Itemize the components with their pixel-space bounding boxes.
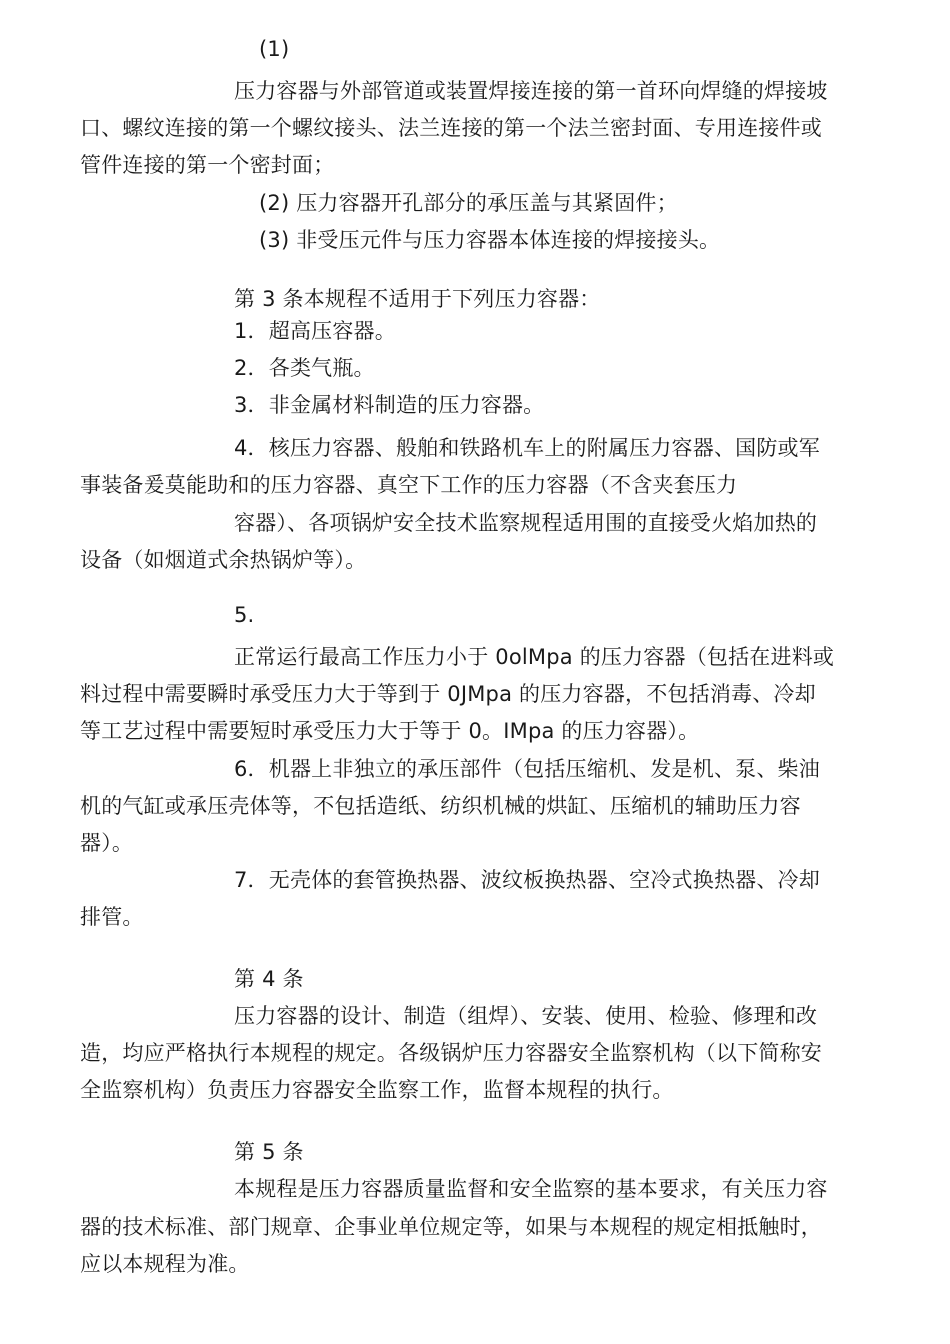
paragraph-line: 压力容器的设计、制造（组焊）、安装、使用、检验、修理和改 bbox=[234, 1004, 818, 1028]
paragraph-line: 排管。 bbox=[80, 905, 144, 929]
paragraph-line: 口、螺纹连接的第一个螺纹接头、法兰连接的第一个法兰密封面、专用连接件或 bbox=[80, 116, 822, 140]
paragraph-line: 设备（如烟道式余热锅炉等）。 bbox=[80, 548, 367, 572]
paragraph-line: 器的技术标准、部门规章、企事业单位规定等，如果与本规程的规定相抵触时， bbox=[80, 1215, 822, 1239]
paragraph-line: 正常运行最高工作压力小于 0olMpa 的压力容器（包括在进料或 bbox=[234, 645, 835, 669]
list-item-2: (2) 压力容器开孔部分的承压盖与其紧固件； bbox=[259, 191, 678, 215]
paragraph-line: 等工艺过程中需要短时承受压力大于等于 0。IMpa 的压力容器）。 bbox=[80, 719, 700, 743]
paragraph-line: 机的气缸或承压壳体等，不包括造纸、纺织机械的烘缸、压缩机的辅助压力容 bbox=[80, 794, 801, 818]
item-marker-1: (1) bbox=[259, 37, 290, 61]
paragraph-line: 事装备爰莫能助和的压力容器、真空下工作的压力容器（不含夹套压力 bbox=[80, 473, 738, 497]
list-item: 2．各类气瓶。 bbox=[234, 356, 375, 380]
list-item: 1．超高压容器。 bbox=[234, 319, 396, 343]
list-item: 3．非金属材料制造的压力容器。 bbox=[234, 393, 545, 417]
paragraph-line: 器）。 bbox=[80, 831, 134, 855]
paragraph-line: 6．机器上非独立的承压部件（包括压缩机、发是机、泵、柴油 bbox=[234, 757, 820, 781]
paragraph-line: 7．无壳体的套管换热器、波纹板换热器、空冷式换热器、冷却 bbox=[234, 868, 820, 892]
article-4-heading: 第 4 条 bbox=[234, 967, 304, 991]
item-marker-5: 5. bbox=[234, 603, 255, 627]
paragraph-line: 压力容器与外部管道或装置焊接连接的第一首环向焊缝的焊接坡 bbox=[234, 79, 828, 103]
article-5-heading: 第 5 条 bbox=[234, 1140, 304, 1164]
list-item-3: (3) 非受压元件与压力容器本体连接的焊接接头。 bbox=[259, 228, 721, 252]
paragraph-line: 4．核压力容器、般舶和铁路机车上的附属压力容器、国防或军 bbox=[234, 436, 820, 460]
paragraph-line: 造，均应严格执行本规程的规定。各级锅炉压力容器安全监察机构（以下简称安 bbox=[80, 1041, 822, 1065]
paragraph-line: 管件连接的第一个密封面； bbox=[80, 153, 335, 177]
paragraph-line: 全监察机构）负责压力容器安全监察工作，监督本规程的执行。 bbox=[80, 1078, 674, 1102]
paragraph-line: 料过程中需要瞬时承受压力大于等到于 0JMpa 的压力容器，不包括消毒、冷却 bbox=[80, 682, 816, 706]
paragraph-line: 本规程是压力容器质量监督和安全监察的基本要求，有关压力容 bbox=[234, 1177, 828, 1201]
paragraph-line: 容器）、各项锅炉安全技术监察规程适用围的直接受火焰加热的 bbox=[234, 511, 818, 535]
paragraph-line: 应以本规程为准。 bbox=[80, 1252, 250, 1276]
article-3-heading: 第 3 条本规程不适用于下列压力容器： bbox=[234, 287, 601, 311]
